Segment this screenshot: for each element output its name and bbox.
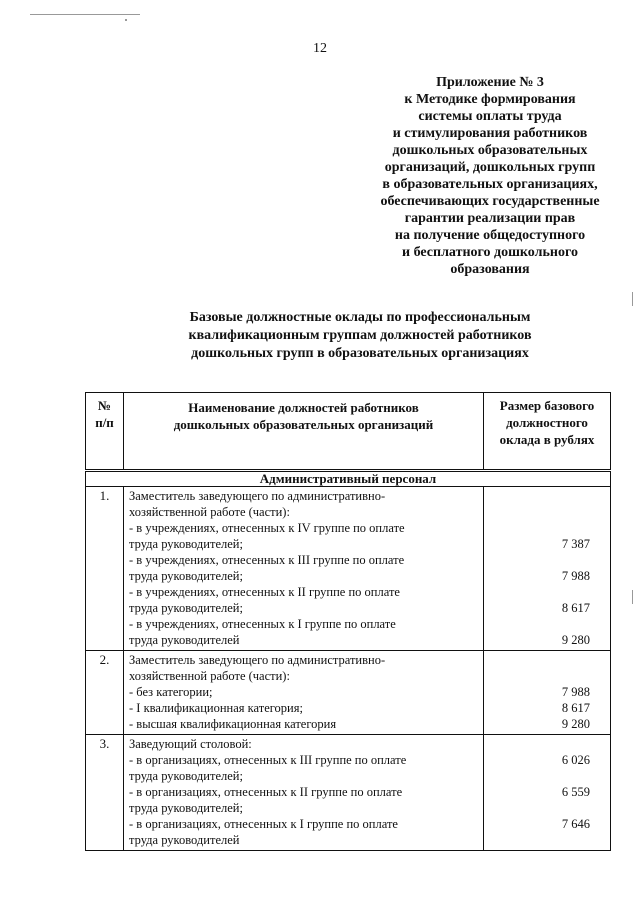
salary-value: 9 280 bbox=[561, 717, 590, 731]
salary-value: 6 559 bbox=[561, 785, 590, 799]
document-heading bbox=[150, 309, 570, 363]
salary-value: 9 280 bbox=[561, 633, 590, 647]
table-row bbox=[86, 651, 611, 735]
column-header-number bbox=[86, 393, 124, 471]
description-line: - в учреждениях, отнесенных к IV группе по оплате bbox=[129, 521, 405, 535]
description-line: труда руководителей; bbox=[129, 537, 243, 551]
header-text: дошкольных образовательных организаций bbox=[173, 417, 434, 432]
description-line: - в организациях, отнесенных к I группе по оплате bbox=[129, 817, 398, 831]
description-line: труда руководителей bbox=[129, 833, 240, 847]
description-line: - без категории; bbox=[129, 685, 213, 699]
salary-value bbox=[484, 616, 590, 632]
row-number: 2. bbox=[86, 651, 124, 735]
appendix-line: системы оплаты труда bbox=[418, 109, 562, 124]
appendix-line: дошкольных образовательных bbox=[392, 143, 588, 158]
position-description bbox=[124, 487, 484, 651]
description-line: - в учреждениях, отнесенных к II группе по оплате bbox=[129, 585, 400, 599]
salary-value bbox=[484, 488, 590, 504]
description-line: труда руководителей; bbox=[129, 801, 243, 815]
description-line: - в учреждениях, отнесенных к I группе по оплате bbox=[129, 617, 396, 631]
salary-value bbox=[484, 832, 590, 848]
description-line: труда руководителей; bbox=[129, 601, 243, 615]
salary-value bbox=[484, 668, 590, 684]
position-description bbox=[124, 735, 484, 851]
salary-value: 7 646 bbox=[561, 817, 590, 831]
appendix-line: гарантии реализации прав bbox=[404, 211, 576, 226]
salary-value bbox=[484, 520, 590, 536]
salary-value bbox=[484, 800, 590, 816]
heading-line: квалификационным группам должностей работников bbox=[188, 328, 532, 343]
salary-value: 6 026 bbox=[561, 753, 590, 767]
appendix-line: и бесплатного дошкольного bbox=[402, 245, 578, 260]
scan-mark bbox=[125, 19, 127, 21]
description-line: - в учреждениях, отнесенных к III группе по оплате bbox=[129, 553, 405, 567]
salary-value: 8 617 bbox=[561, 601, 590, 615]
salary-value: 8 617 bbox=[561, 701, 590, 715]
section-title: Административный персонал bbox=[86, 471, 611, 487]
salary-cell bbox=[484, 651, 611, 735]
header-text: п/п bbox=[95, 415, 114, 430]
salary-value: 7 988 bbox=[561, 685, 590, 699]
appendix-line: и стимулирования работников bbox=[392, 126, 588, 141]
description-line: труда руководителей; bbox=[129, 569, 243, 583]
appendix-line: Приложение № 3 bbox=[436, 75, 544, 90]
salary-cell bbox=[484, 487, 611, 651]
table-row bbox=[86, 487, 611, 651]
appendix-line: к Методике формирования bbox=[404, 92, 576, 107]
heading-line: дошкольных групп в образовательных организациях bbox=[191, 346, 529, 361]
salary-value bbox=[484, 584, 590, 600]
header-text: оклада в рублях bbox=[499, 432, 595, 447]
salary-value bbox=[484, 768, 590, 784]
appendix-line: организаций, дошкольных групп bbox=[384, 160, 596, 175]
salary-value bbox=[484, 736, 590, 752]
table-header-row bbox=[86, 393, 611, 471]
section-row bbox=[86, 471, 611, 487]
salary-value: 7 988 bbox=[561, 569, 590, 583]
description-line: хозяйственной работе (части): bbox=[129, 505, 290, 519]
salary-table bbox=[85, 392, 611, 851]
header-text: Наименование должностей работников bbox=[188, 400, 419, 415]
description-line: Заместитель заведующего по административно- bbox=[129, 489, 386, 503]
appendix-line: образования bbox=[450, 262, 530, 277]
scan-mark bbox=[632, 292, 633, 306]
page-number: 12 bbox=[313, 41, 327, 56]
scan-mark bbox=[632, 590, 633, 604]
column-header-salary bbox=[484, 393, 611, 471]
appendix-line: на получение общедоступного bbox=[394, 228, 586, 243]
row-number: 1. bbox=[86, 487, 124, 651]
position-description bbox=[124, 651, 484, 735]
header-text: должностного bbox=[506, 415, 588, 430]
appendix-line: обеспечивающих государственные bbox=[380, 194, 600, 209]
description-line: - I квалификационная категория; bbox=[129, 701, 303, 715]
appendix-line: в образовательных организациях, bbox=[382, 177, 598, 192]
header-text: Размер базового bbox=[499, 398, 595, 413]
salary-value bbox=[484, 552, 590, 568]
salary-cell bbox=[484, 735, 611, 851]
appendix-header bbox=[360, 74, 620, 278]
heading-line: Базовые должностные оклады по профессиональным bbox=[189, 310, 531, 325]
column-header-position bbox=[124, 393, 484, 471]
description-line: - высшая квалификационная категория bbox=[129, 717, 337, 731]
description-line: труда руководителей bbox=[129, 633, 240, 647]
scan-mark bbox=[30, 14, 140, 15]
salary-value bbox=[484, 652, 590, 668]
description-line: Заведующий столовой: bbox=[129, 737, 252, 751]
description-line: Заместитель заведующего по административно- bbox=[129, 653, 386, 667]
salary-value bbox=[484, 504, 590, 520]
description-line: - в организациях, отнесенных к II группе по оплате bbox=[129, 785, 403, 799]
description-line: хозяйственной работе (части): bbox=[129, 669, 290, 683]
salary-value: 7 387 bbox=[561, 537, 590, 551]
table-row bbox=[86, 735, 611, 851]
row-number: 3. bbox=[86, 735, 124, 851]
description-line: - в организациях, отнесенных к III группе по оплате bbox=[129, 753, 407, 767]
header-text: № bbox=[97, 398, 112, 413]
description-line: труда руководителей; bbox=[129, 769, 243, 783]
